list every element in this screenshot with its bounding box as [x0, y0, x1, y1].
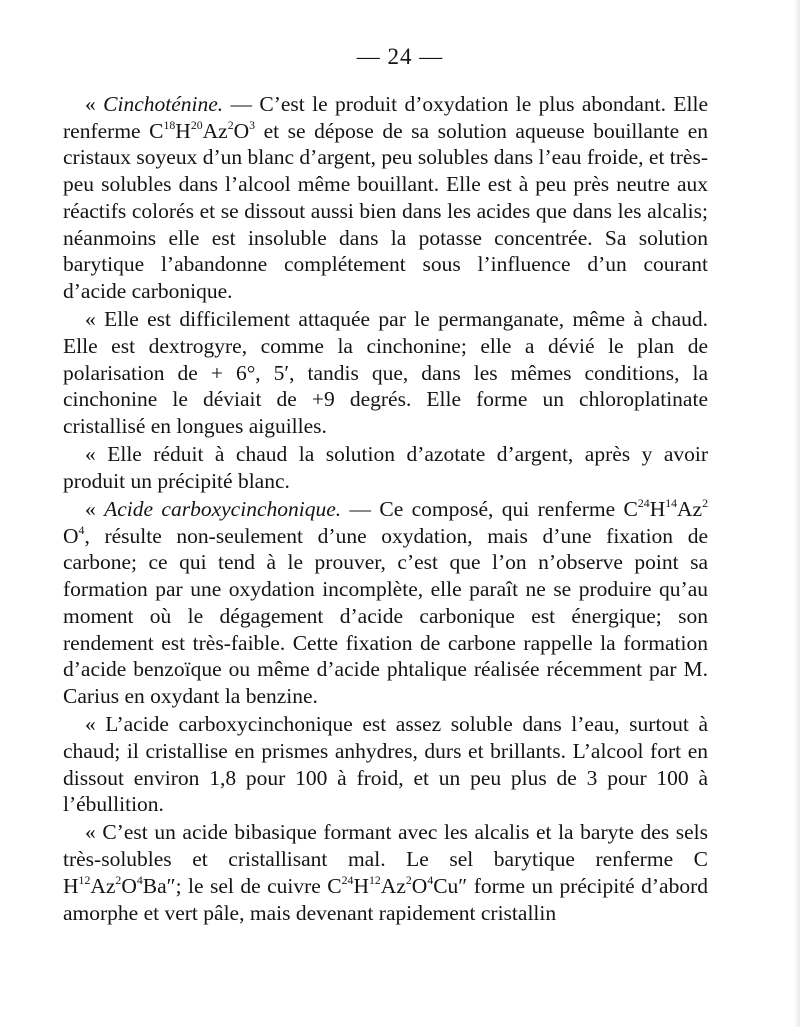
text-run: Cu″ forme un précipité d’abord amorphe et vert pâle, mais devenant rapidement cristallin — [63, 873, 709, 925]
text-run: et se dépose de sa solution aqueuse bouillante en cristaux soyeux d’un blanc d’argent, peu solubles dans l’eau froide, et très-peu solubles dans l’alcool même bouillant. Elle est à peu près neutre aux réactifs colorés et se dissout aussi bien dans les acides que dans les alcalis; néanmoins elle est insoluble dans la potasse concentrée. Sa solution barytique l’abandonne complétement sous l’influence d’un courant d’acide carbonique. — [63, 118, 709, 303]
paragraph-acide-bibasique — [63, 819, 708, 926]
superscript: 14 — [665, 496, 678, 511]
text-run: O — [411, 873, 428, 898]
text-run: O — [63, 523, 79, 548]
text-run: « Elle réduit à chaud la solution d’azotate d’argent, après y avoir produit un précipité blanc. — [63, 442, 708, 493]
superscript: 3 — [249, 117, 256, 132]
page-number: — 24 — — [356, 44, 444, 69]
text-run: — Ce composé, qui renferme C — [341, 497, 638, 522]
text-run: H — [175, 118, 191, 143]
text-run: « Elle est difficilement attaquée par le permanganate, même à chaud. Elle est dextrogyre, comme la cinchonine; elle a dévié le plan de polarisation de + 6°, 5′, tandis que, dans les mêmes conditions, la cinchonine le déviait de +9 degrés. Elle forme un chloroplatinate cristallisé en longues aiguilles. — [63, 307, 708, 438]
superscript: 18 — [163, 117, 176, 132]
paragraph-solubilite — [63, 711, 708, 818]
text-run: — C’est le produit d’oxydation le plus abondant. Elle renferme C — [63, 92, 708, 143]
superscript: 2 — [115, 873, 122, 888]
superscript: 2 — [227, 117, 234, 132]
text-run: « — [85, 497, 105, 522]
superscript: 2 — [405, 873, 412, 888]
paragraph-permanganate — [63, 306, 708, 440]
section-title: Cinchoténine. — [103, 92, 224, 116]
page-body — [63, 91, 708, 926]
paragraph-azotate-argent — [63, 441, 708, 494]
text-run: Az — [90, 873, 116, 898]
paragraph-cinchotenine — [63, 91, 708, 305]
text-run: O — [121, 873, 137, 898]
text-run: , résulte non-seulement d’une oxydation, mais d’une fixation de carbone; ce qui tend à le prouver, c’est que l’on n’observe point sa formation par une oxydation incomplète, elle paraît ne se produire qu’au moment où le dégagement d’acide carbonique est énergique; son rendement est très-faible. Cette fixation de carbone rappelle la formation d’acide benzoïque ou même d’acide phtalique réalisée récemment par M. Carius en oxydant la benzine. — [63, 523, 708, 708]
superscript: 12 — [368, 873, 381, 888]
text-run: « C’est un acide bibasique formant avec les alcalis et la baryte des sels très-solubles et cristallisant mal. Le sel barytique renferme C H — [63, 820, 708, 898]
text-run: Ba″; le sel de cuivre C — [142, 873, 342, 898]
text-run: Az — [202, 118, 228, 143]
text-run: H — [649, 497, 666, 522]
text-run: H — [353, 873, 369, 898]
superscript: 24 — [637, 496, 650, 511]
text-run: Az — [380, 873, 406, 898]
text-run: O — [233, 118, 250, 143]
superscript: 4 — [136, 873, 143, 888]
superscript: 20 — [190, 117, 203, 132]
text-run: « — [85, 92, 104, 116]
superscript: 24 — [341, 873, 354, 888]
superscript: 12 — [78, 873, 91, 888]
superscript: 4 — [427, 873, 434, 888]
superscript: 2 — [702, 496, 709, 511]
paragraph-acide-carboxycinchonique — [63, 496, 708, 710]
section-title: Acide carboxycinchonique. — [104, 497, 342, 522]
text-run: « L’acide carboxycinchonique est assez soluble dans l’eau, surtout à chaud; il cristallise en prismes anhydres, durs et brillants. L’alcool fort en dissout environ 1,8 pour 100 à froid, et un peu plus de 3 pour 100 à l’ébullition. — [63, 712, 708, 817]
text-run: Az — [677, 497, 703, 522]
page-edge-shadow — [794, 0, 800, 1027]
superscript: 4 — [78, 522, 85, 537]
